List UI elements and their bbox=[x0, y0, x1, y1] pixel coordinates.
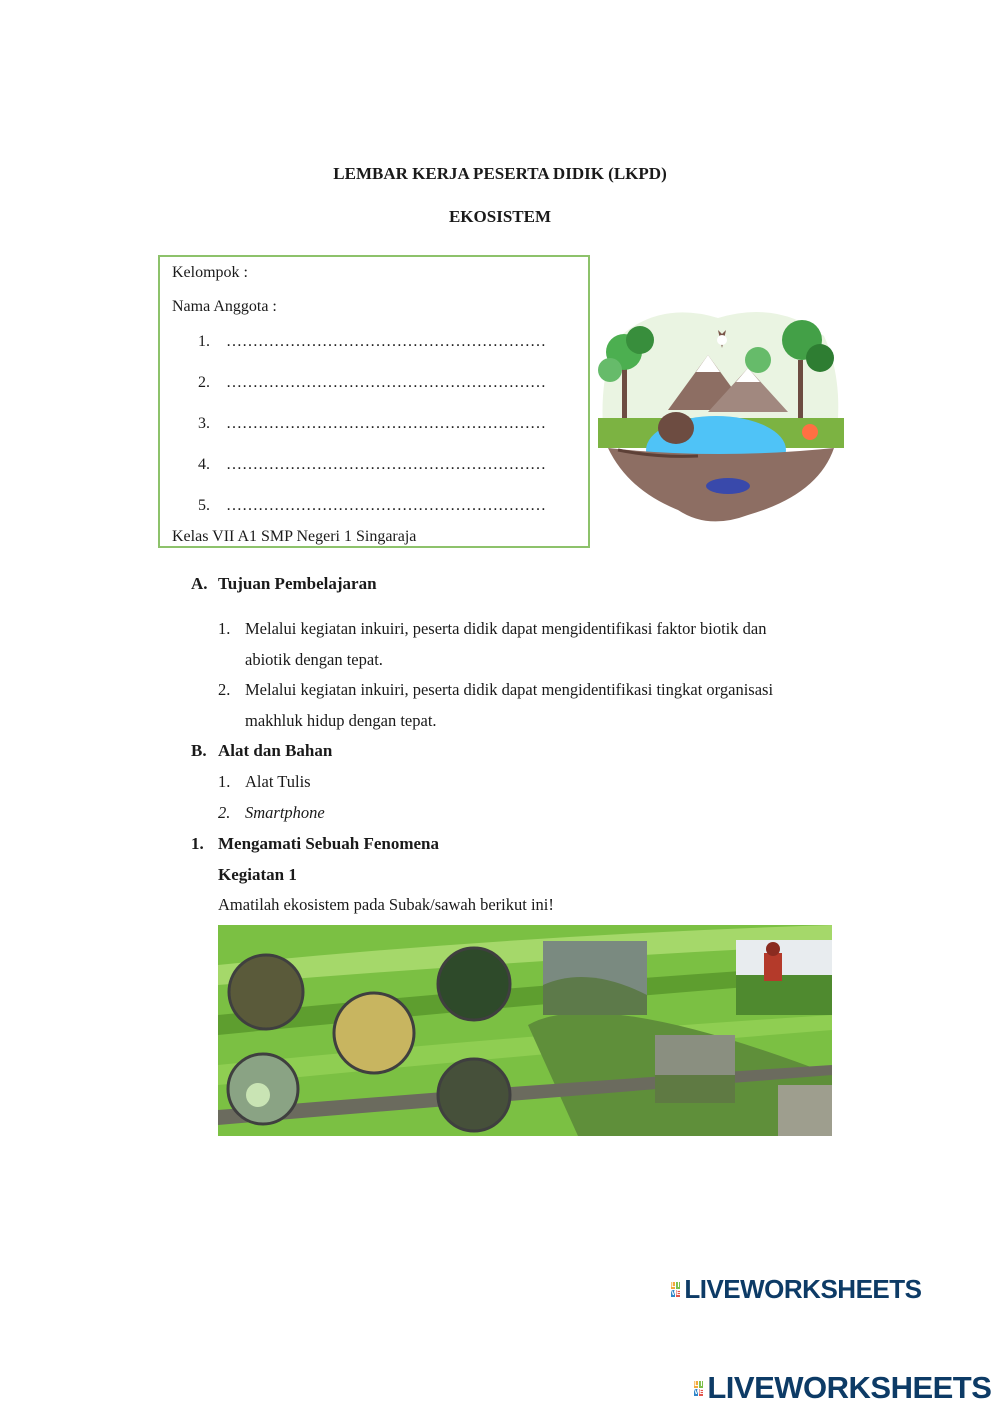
section-1-marker: 1. bbox=[191, 834, 204, 853]
logo-text: LIVEWORKSHEETS bbox=[684, 1274, 922, 1304]
member-blank: …………………………………………………… bbox=[226, 415, 546, 432]
logo-text: LIVEWORKSHEETS bbox=[707, 1370, 992, 1405]
rice-field-photo bbox=[218, 925, 832, 1136]
objective-1-line2: abiotik dengan tepat. bbox=[245, 650, 383, 669]
liveworksheets-logo bbox=[671, 1274, 921, 1305]
member-row[interactable]: 1. …………………………………………………… bbox=[198, 333, 546, 350]
group-label: Kelompok : bbox=[172, 264, 248, 281]
section-a-marker: A. bbox=[191, 574, 208, 593]
list-item-number: 1. bbox=[218, 772, 231, 791]
tool-item: Alat Tulis bbox=[245, 772, 311, 791]
member-blank: …………………………………………………… bbox=[226, 333, 546, 350]
tool-item: Smartphone bbox=[245, 803, 325, 822]
member-blank: …………………………………………………… bbox=[226, 497, 546, 514]
list-item-number: 2. bbox=[218, 803, 231, 822]
objective-1-line1: Melalui kegiatan inkuiri, peserta didik dapat mengidentifikasi faktor biotik dan bbox=[245, 619, 767, 638]
member-row[interactable]: 3. …………………………………………………… bbox=[198, 415, 546, 432]
page-subtitle: EKOSISTEM bbox=[448, 207, 552, 226]
ecosystem-illustration bbox=[598, 300, 844, 532]
section-b-title: Alat dan Bahan bbox=[218, 741, 333, 760]
section-b-marker: B. bbox=[191, 741, 207, 760]
section-1-title: Mengamati Sebuah Fenomena bbox=[218, 834, 439, 853]
member-row[interactable]: 4. …………………………………………………… bbox=[198, 456, 546, 473]
section-a-title: Tujuan Pembelajaran bbox=[218, 574, 377, 593]
list-item-number: 1. bbox=[218, 619, 231, 638]
member-blank: …………………………………………………… bbox=[226, 456, 546, 473]
member-row[interactable]: 5. …………………………………………………… bbox=[198, 497, 546, 514]
logo-mark-icon: L I V E bbox=[694, 1380, 704, 1396]
logo-mark-icon: L I V E bbox=[671, 1282, 681, 1297]
members-label: Nama Anggota : bbox=[172, 298, 277, 315]
activity-instruction: Amatilah ekosistem pada Subak/sawah berikut ini! bbox=[218, 895, 554, 914]
member-blank: …………………………………………………… bbox=[226, 374, 546, 391]
group-info-box bbox=[158, 255, 590, 548]
liveworksheets-logo bbox=[694, 1370, 991, 1406]
objective-2-line2: makhluk hidup dengan tepat. bbox=[245, 711, 437, 730]
page-title: LEMBAR KERJA PESERTA DIDIK (LKPD) bbox=[333, 164, 667, 183]
list-item-number: 2. bbox=[218, 680, 231, 699]
objective-2-line1: Melalui kegiatan inkuiri, peserta didik dapat mengidentifikasi tingkat organisasi bbox=[245, 680, 774, 699]
class-label: Kelas VII A1 SMP Negeri 1 Singaraja bbox=[172, 528, 417, 545]
activity-label: Kegiatan 1 bbox=[218, 865, 297, 884]
member-row[interactable]: 2. …………………………………………………… bbox=[198, 374, 546, 391]
